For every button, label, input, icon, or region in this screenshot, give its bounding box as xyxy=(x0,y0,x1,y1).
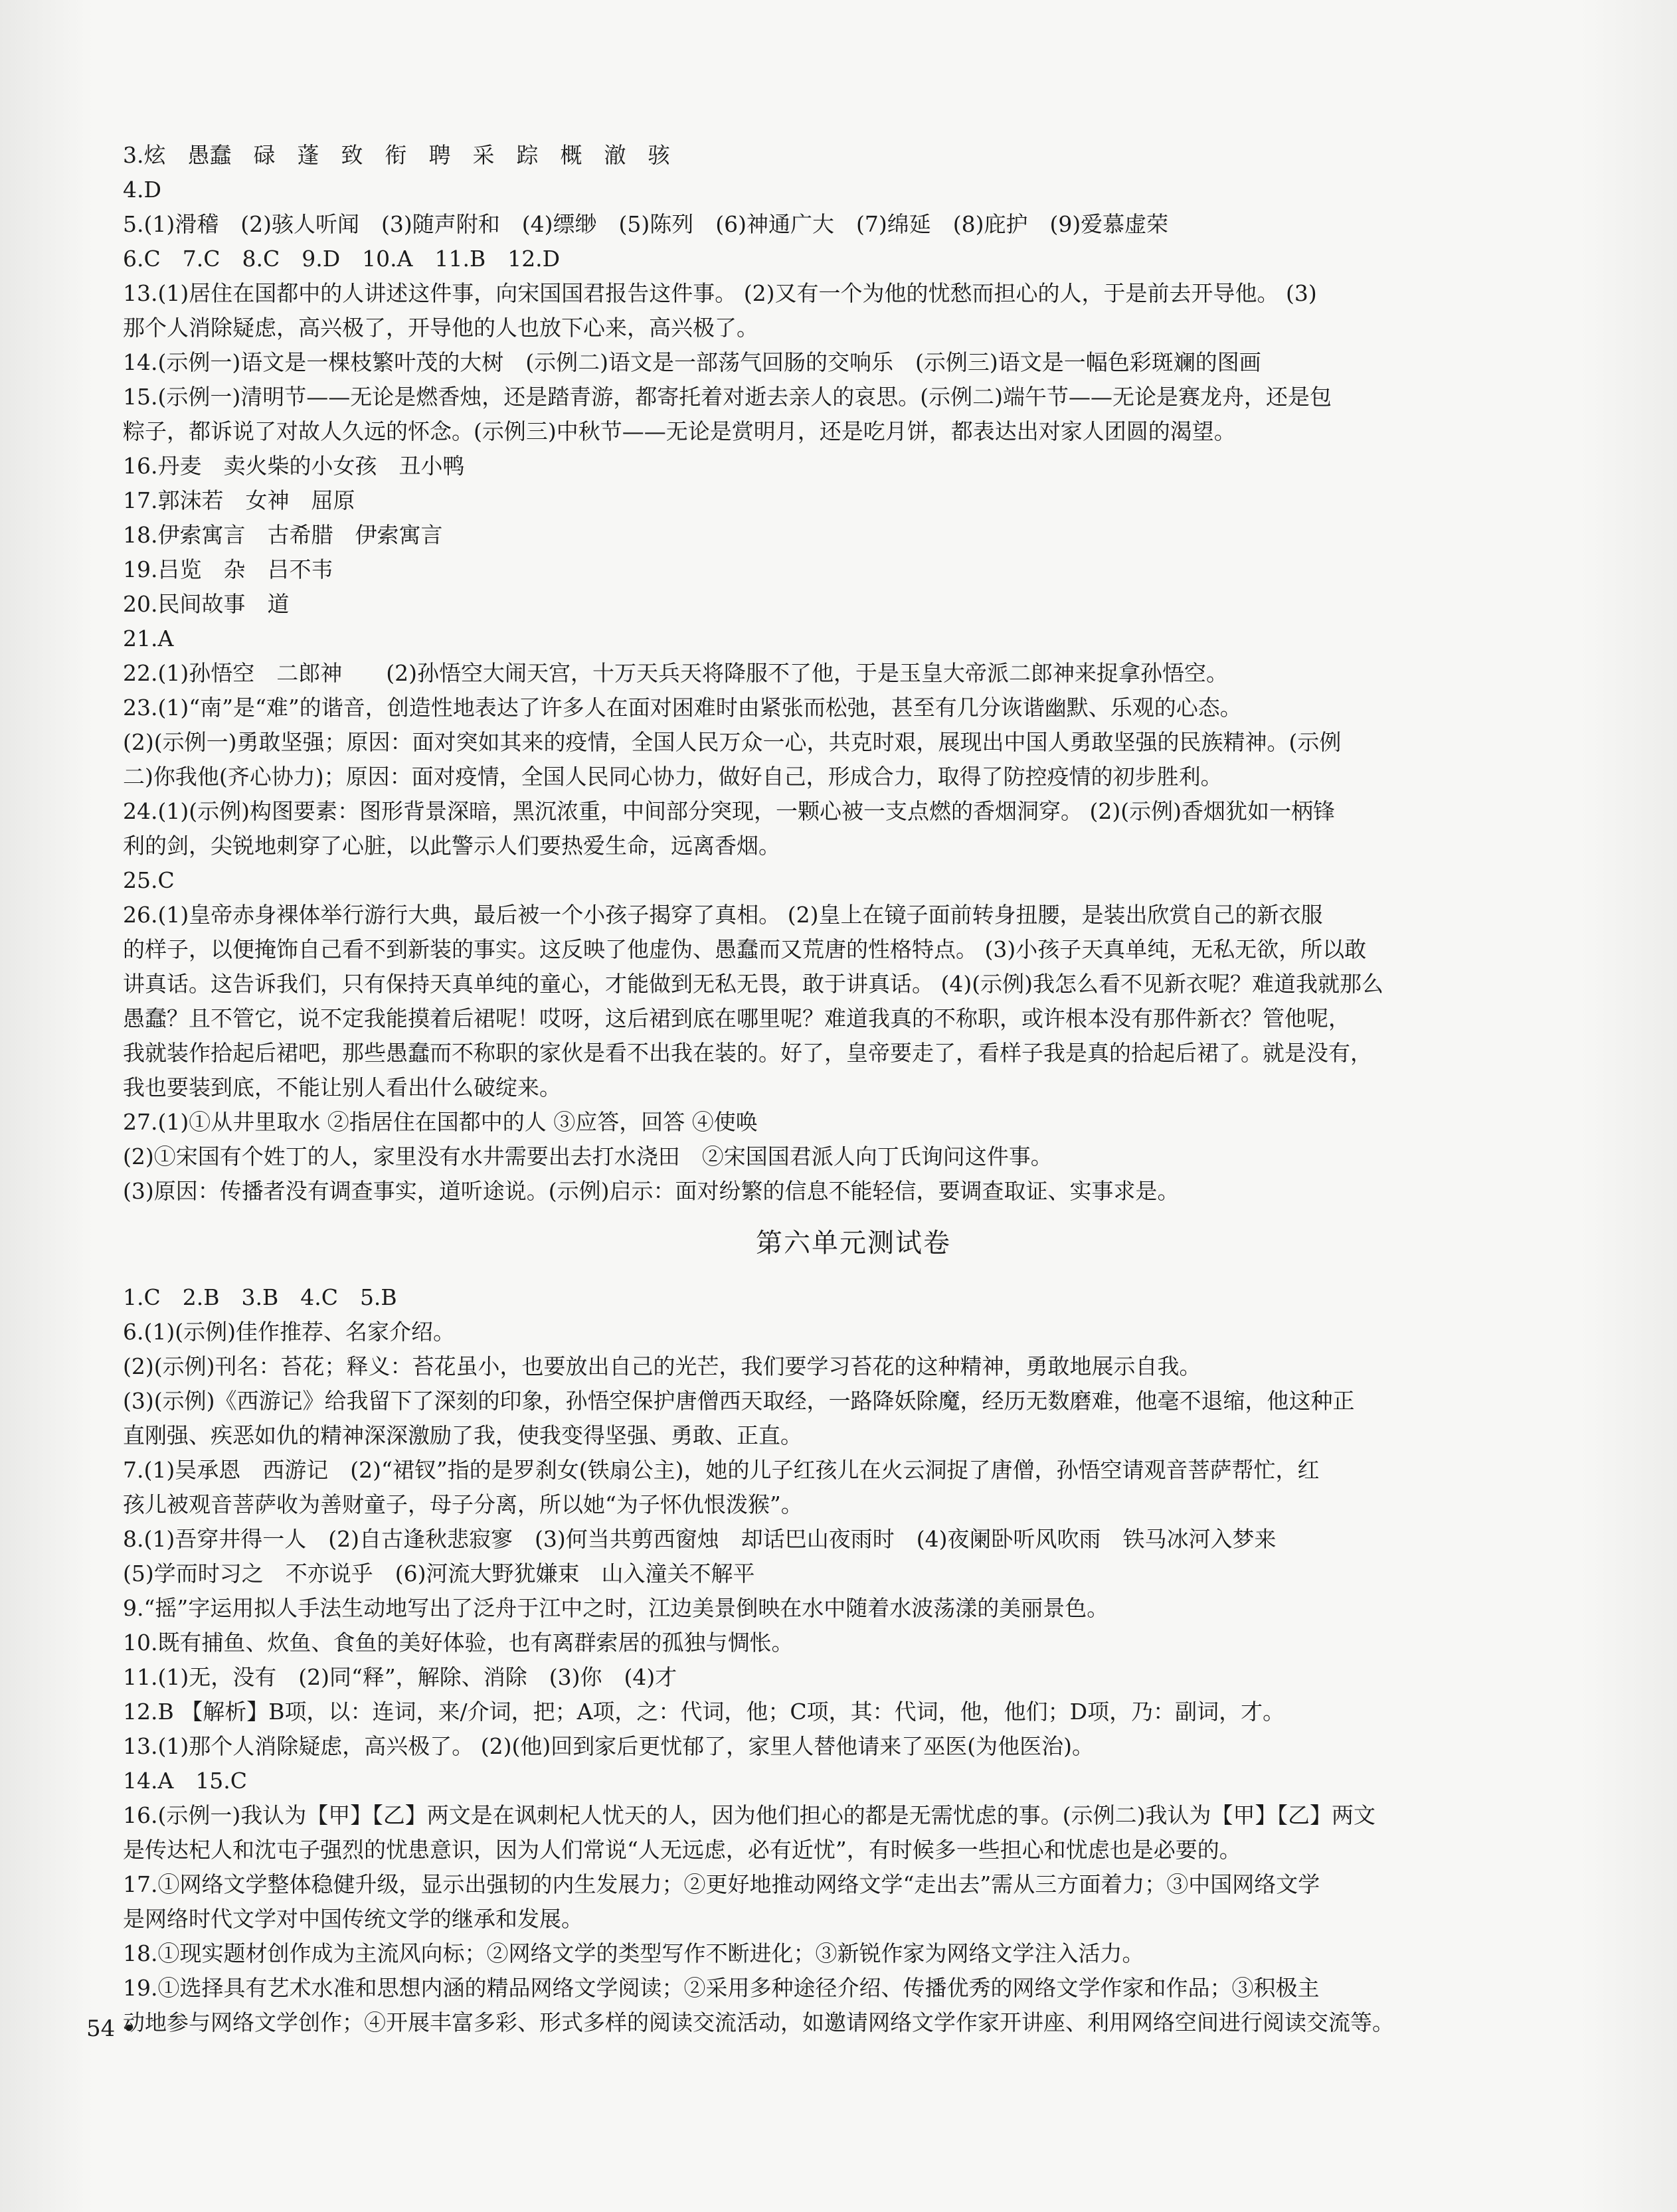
answer-line: 19.吕览 杂 吕不韦 xyxy=(123,556,333,582)
answer-line: 17.郭沫若 女神 屈原 xyxy=(123,487,355,513)
answer-line: 讲真话。这告诉我们，只有保持天真单纯的童心，才能做到无私无畏，敢于讲真话。 (4)(示例)我怎么看不见新衣呢？难道我就那么 xyxy=(123,971,1383,997)
answer-line: 4.D xyxy=(123,177,161,203)
answer-line: 15.(示例一)清明节——无论是燃香烛，还是踏青游，都寄托着对逝去亲人的哀思。(示例二)端午节——无论是赛龙舟，还是包 xyxy=(123,384,1332,410)
answer-line: 利的剑，尖锐地刺穿了心脏，以此警示人们要热爱生命，远离香烟。 xyxy=(123,833,780,859)
answer-line: 24.(1)(示例)构图要素：图形背景深暗，黑沉浓重，中间部分突现，一颗心被一支点燃的香烟洞穿。 (2)(示例)香烟犹如一柄锋 xyxy=(123,798,1335,824)
answer-line: (2)(示例一)勇敢坚强；原因：面对突如其来的疫情，全国人民万众一心，共克时艰，展现出中国人勇敢坚强的民族精神。(示例 xyxy=(123,729,1342,755)
answer-line: 粽子，都诉说了对故人久远的怀念。(示例三)中秋节——无论是赏明月，还是吃月饼，都表达出对家人团圆的渴望。 xyxy=(123,418,1236,444)
answer-line: 直刚强、疾恶如仇的精神深深激励了我，使我变得坚强、勇敢、正直。 xyxy=(123,1422,802,1448)
answer-line: 14.(示例一)语文是一棵枝繁叶茂的大树 (示例二)语文是一部荡气回肠的交响乐 (示例三)语文是一幅色彩斑斓的图画 xyxy=(123,349,1261,375)
section-title: 第六单元测试卷 xyxy=(756,1228,951,1258)
answer-line: 21.A xyxy=(123,626,174,651)
answer-line: 13.(1)那个人消除疑虑，高兴极了。 (2)(他)回到家后更忧郁了，家里人替他请来了巫医(为他医治)。 xyxy=(123,1733,1094,1759)
answer-line: 18.①现实题材创作成为主流风向标；②网络文学的类型写作不断进化；③新锐作家为网络文学注入活力。 xyxy=(123,1940,1144,1966)
answer-line: 我也要装到底，不能让别人看出什么破绽来。 xyxy=(123,1074,561,1100)
answer-line: 19.①选择具有艺术水准和思想内涵的精品网络文学阅读；②采用多种途径介绍、传播优秀的网络文学作家和作品；③积极主 xyxy=(123,1975,1320,2001)
answer-line: 5.(1)滑稽 (2)骇人听闻 (3)随声附和 (4)缥缈 (5)陈列 (6)神通广大 (7)绵延 (8)庇护 (9)爱慕虚荣 xyxy=(123,211,1169,237)
answer-content xyxy=(123,138,1584,2040)
answer-line: 愚蠢？且不管它，说不定我能摸着后裙呢！哎呀，这后裙到底在哪里呢？难道我真的不称职，或许根本没有那件新衣？管他呢， xyxy=(123,1005,1350,1031)
answer-line: 1.C 2.B 3.B 4.C 5.B xyxy=(123,1284,397,1310)
answer-line: 3.炫 愚蠢 碌 蓬 致 衔 聘 采 踪 概 澈 骇 xyxy=(123,142,670,168)
answer-line: 16.(示例一)我认为【甲】【乙】两文是在讽刺杞人忧天的人，因为他们担心的都是无需忧虑的事。(示例二)我认为【甲】【乙】两文 xyxy=(123,1802,1375,1828)
answer-line: 7.(1)吴承恩 西游记 (2)“裙钗”指的是罗刹女(铁扇公主)，她的儿子红孩儿在火云洞捉了唐僧，孙悟空请观音菩萨帮忙，红 xyxy=(123,1457,1320,1483)
answer-line: 17.①网络文学整体稳健升级，显示出强韧的内生发展力；②更好地推动网络文学“走出去”需从三方面着力；③中国网络文学 xyxy=(123,1871,1320,1897)
answers-section-five xyxy=(123,138,1584,1209)
answer-line: 10.既有捕鱼、炊鱼、食鱼的美好体验，也有离群索居的孤独与惆怅。 xyxy=(123,1630,794,1656)
answer-line: 9.“摇”字运用拟人手法生动地写出了泛舟于江中之时，江边美景倒映在水中随着水波荡漾的美丽景色。 xyxy=(123,1595,1109,1621)
answer-line: 孩儿被观音菩萨收为善财童子，母子分离，所以她“为子怀仇恨泼猴”。 xyxy=(123,1491,803,1517)
answer-line: 13.(1)居住在国都中的人讲述这件事，向宋国国君报告这件事。 (2)又有一个为他的忧愁而担心的人，于是前去开导他。 (3) xyxy=(123,280,1317,306)
answer-line: (3)(示例)《西游记》给我留下了深刻的印象，孙悟空保护唐僧西天取经，一路降妖除魔，经历无数磨难，他毫不退缩，他这种正 xyxy=(123,1388,1355,1414)
answer-line: 二)你我他(齐心协力)；原因：面对疫情，全国人民同心协力，做好自己，形成合力，取得了防控疫情的初步胜利。 xyxy=(123,764,1223,790)
answer-line: 6.C 7.C 8.C 9.D 10.A 11.B 12.D xyxy=(123,246,561,272)
answer-line: 动地参与网络文学创作；④开展丰富多彩、形式多样的阅读交流活动，如邀请网络文学作家开讲座、利用网络空间进行阅读交流等。 xyxy=(123,2009,1394,2035)
answer-line: 8.(1)吾穿井得一人 (2)自古逢秋悲寂寥 (3)何当共剪西窗烛 却话巴山夜雨时 (4)夜阑卧听风吹雨 铁马冰河入梦来 xyxy=(123,1526,1277,1552)
answer-line: 14.A 15.C xyxy=(123,1768,248,1794)
answer-line: 18.伊索寓言 古希腊 伊索寓言 xyxy=(123,522,443,548)
answer-line: 23.(1)“南”是“难”的谐音，创造性地表达了许多人在面对困难时由紧张而松弛，甚至有几分诙谐幽默、乐观的心态。 xyxy=(123,695,1242,721)
answer-line: 那个人消除疑虑，高兴极了，开导他的人也放下心来，高兴极了。 xyxy=(123,315,758,341)
answer-line: 25.C xyxy=(123,867,175,893)
answer-line: 27.(1)①从井里取水 ②指居住在国都中的人 ③应答，回答 ④使唤 xyxy=(123,1109,758,1135)
answer-line: (5)学而时习之 不亦说乎 (6)河流大野犹嫌束 山入潼关不解平 xyxy=(123,1561,755,1586)
answer-line: 16.丹麦 卖火柴的小女孩 丑小鸭 xyxy=(123,453,465,479)
answer-line: 是网络时代文学对中国传统文学的继承和发展。 xyxy=(123,1906,583,1932)
answer-line: (2)(示例)刊名：苔花；释义：苔花虽小，也要放出自己的光芒，我们要学习苔花的这种精神，勇敢地展示自我。 xyxy=(123,1353,1201,1379)
answer-line: 26.(1)皇帝赤身裸体举行游行大典，最后被一个小孩子揭穿了真相。 (2)皇上在镜子面前转身扭腰，是装出欣赏自己的新衣服 xyxy=(123,902,1323,928)
answer-line: (3)原因：传播者没有调查事实，道听途说。(示例)启示：面对纷繁的信息不能轻信，要调查取证、实事求是。 xyxy=(123,1178,1180,1204)
page-number: 54 • xyxy=(86,2015,136,2042)
answer-line: 6.(1)(示例)佳作推荐、名家介绍。 xyxy=(123,1319,455,1345)
answer-line: 的样子，以便掩饰自己看不到新装的事实。这反映了他虚伪、愚蠢而又荒唐的性格特点。 (3)小孩子天真单纯，无私无欲，所以敢 xyxy=(123,936,1367,962)
answer-line: 22.(1)孙悟空 二郎神 (2)孙悟空大闹天宫，十万天兵天将降服不了他，于是玉皇大帝派二郎神来捉拿孙悟空。 xyxy=(123,660,1228,686)
answers-section-six xyxy=(123,1280,1584,2040)
answer-line: 20.民间故事 道 xyxy=(123,591,290,617)
answer-line: 我就装作拾起后裙吧，那些愚蠢而不称职的家伙是看不出我在装的。好了，皇帝要走了，看样子我是真的拾起后裙了。就是没有， xyxy=(123,1040,1372,1066)
answer-line: (2)①宋国有个姓丁的人，家里没有水井需要出去打水浇田 ②宋国国君派人向丁氏询问这件事。 xyxy=(123,1144,1053,1169)
answer-line: 11.(1)无，没有 (2)同“释”，解除、消除 (3)你 (4)才 xyxy=(123,1664,677,1690)
answer-line: 12.B 【解析】B项，以：连词，来/介词，把；A项，之：代词，他；C项，其：代词，他，他们；D项，乃：副词，才。 xyxy=(123,1699,1285,1725)
answer-line: 是传达杞人和沈屯子强烈的忧患意识，因为人们常说“人无远虑，必有近忧”，有时候多一些担心和忧虑也是必要的。 xyxy=(123,1837,1241,1863)
